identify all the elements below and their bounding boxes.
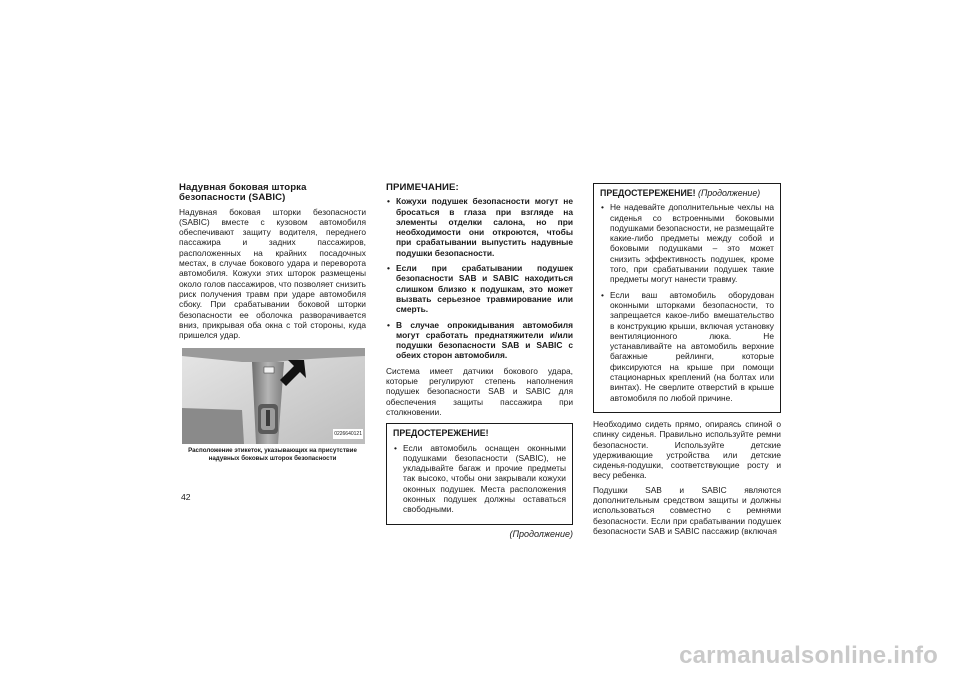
column-left xyxy=(179,183,366,462)
note-item: • Кожухи подушек безопасности могут не бросаться в глаза при взгляде на элементы отделки салона, но при необходимости они откроются, чтобы при срабатывании выпустить надувные подушки безопасности. xyxy=(386,196,573,258)
warning-list xyxy=(393,443,566,515)
warning-item: • Если автомобиль оснащен оконными подушками безопасности (SABIC), не укладывайте багаж и прочие предметы так высоко, чтобы они закрывали кожухи оконных подушек. Места расположения оконных подушек должны оставаться свободными. xyxy=(393,443,566,515)
note-item: • В случае опрокидывания автомобиля могут сработать преднатяжители и/или подушки безопасности SAB и SABIC с обеих сторон автомобиля. xyxy=(386,320,573,361)
warning-box-continued xyxy=(593,183,781,413)
warning-item: • Если ваш автомобиль оборудован оконными шторками безопасности, то запрещается какое-либо вмешательство в конструкцию крыши, включая установку вентиляционного люка. Не устанавливайте на автомобиль верхние багажные рейлинги, которые фиксируются на крыше при помощи стационарных креплений (на болтах или винтах). Не сверлите отверстий в крыше автомобиля по любой причине. xyxy=(600,290,774,403)
warning-heading-cont: (Продолжение) xyxy=(698,188,761,198)
system-paragraph: Система имеет датчики бокового удара, которые регулируют степень наполнения подушек безопасности SAB и SABIC для обеспечения защиты пассажира при столкновении. xyxy=(386,365,573,417)
section-title: Надувная боковая шторка безопасности (SABIC) xyxy=(179,182,307,204)
figure-code: 0226640121 xyxy=(333,429,363,439)
warning-list-continued xyxy=(600,202,774,403)
note-list xyxy=(386,196,573,360)
page-number: 42 xyxy=(181,492,191,502)
airbag-label-figure xyxy=(182,348,365,444)
continued-label: (Продолжение) xyxy=(509,528,573,539)
column-right xyxy=(593,183,781,540)
sitting-paragraph: Необходимо сидеть прямо, опираясь спиной о спинку сиденья. Правильно используйте ремни безопасности. Используйте детские удерживающие устройства или детские сиденья-подушки, соответствующие росту и весу ребенка. xyxy=(593,418,781,481)
column-middle xyxy=(386,183,573,539)
warning-box xyxy=(386,423,573,524)
figure-caption: Расположение этикеток, указывающих на присутствие надувных боковых шторок безопасности xyxy=(188,447,357,462)
site-watermark: carmanualsonline.info xyxy=(679,642,938,669)
warning-heading: ПРЕДОСТЕРЕЖЕНИЕ! xyxy=(393,428,489,439)
note-heading: ПРИМЕЧАНИЕ: xyxy=(386,182,459,193)
note-item: • Если при срабатывании подушек безопасности SAB и SABIC находиться слишком близко к подушкам, это может вызвать серьезное травмирование или смерть. xyxy=(386,263,573,314)
section-intro: Надувная боковая шторки безопасности (SABIC) вместе с кузовом автомобиля обеспечивают защиту водителя, переднего пассажира и задних пассажиров, расположенных на крайних посадочных местах, в случае бокового удара и переворота автомобиля. Кожухи этих шторок размещены около голов пассажиров, что позволяет снизить риск получения травм при ударе автомобиля сбоку. При срабатывании боковой шторки безопасности ее оболочка разворачивается вниз, прикрывая оба окна с той стороны, куда пришелся удар. xyxy=(179,206,366,341)
sab-paragraph: Подушки SAB и SABIC являются дополнительным средством защиты и должны использоваться совместно с ремнями безопасности. Если при срабатывании подушек безопасности SAB и SABIC пассажир (включая xyxy=(593,484,781,536)
warning-heading-continued xyxy=(600,188,774,198)
warning-item: • Не надевайте дополнительные чехлы на сиденья со встроенными боковыми подушками безопасности, не размещайте какие-либо предметы между собой и боковыми подушками – это может снизить эффективность подушек, кроме того, при срабатывании подушек такие предметы могут нанести травму. xyxy=(600,202,774,284)
warning-heading-text: ПРЕДОСТЕРЕЖЕНИЕ! xyxy=(600,188,696,198)
